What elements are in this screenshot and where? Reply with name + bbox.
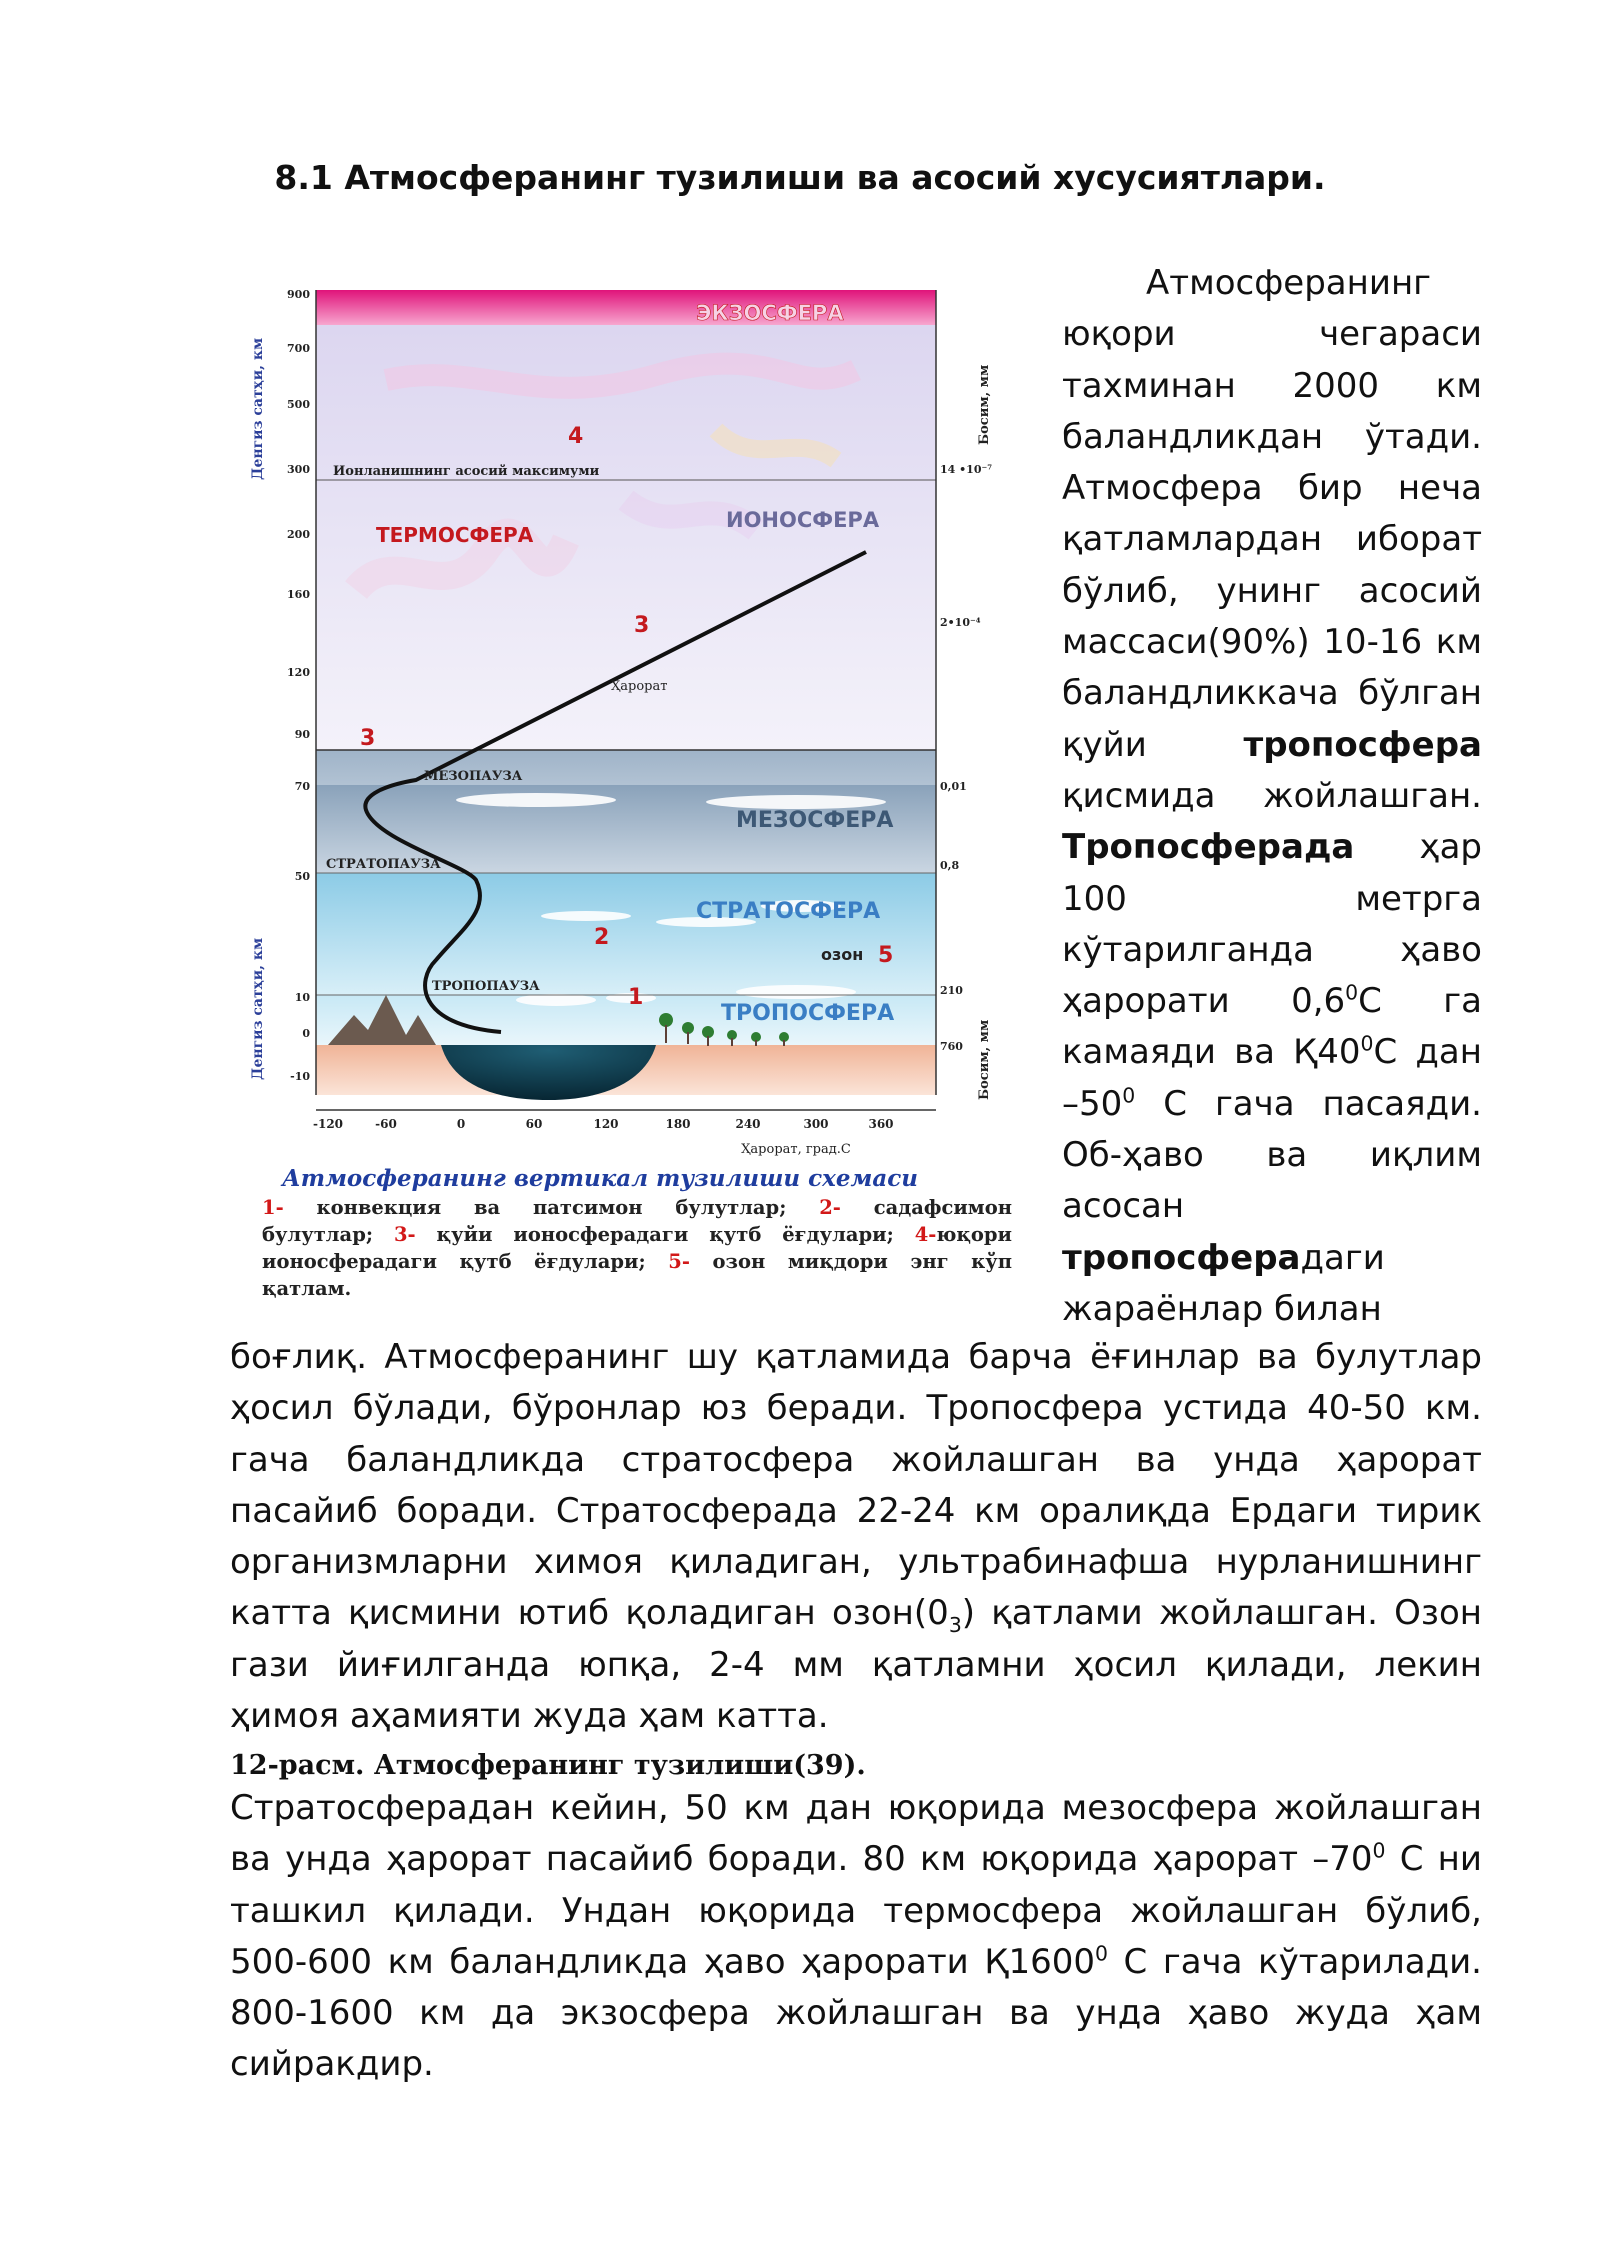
label-ozone: озон (821, 945, 864, 964)
body2-line: сийракдир. (230, 2044, 434, 2085)
xtick-3: 60 (525, 1117, 543, 1131)
rtick-1: 14 •10⁻⁷ (940, 463, 993, 476)
stratosphere-layer (316, 873, 936, 995)
body2-line: Стратосферадан кейин, 50 км дан юқорида мезосфера жойлашган (230, 1788, 1482, 1828)
label-mesosphere: МЕЗОСФЕРА (736, 808, 894, 833)
number-5: 5 (878, 943, 894, 968)
body2-line: ва унда ҳарорат пасайиб боради. 80 км юқорида ҳарорат $-70^0$ С ни (230, 1838, 1482, 1880)
tick-700: 700 (287, 342, 310, 355)
body2-line: ташкил қилади. Ундан юқорида термосфера жойлашган бўлиб, (230, 1890, 1482, 1931)
y-axis-label-top: Денгиз сатҳи, км (250, 337, 266, 480)
tick-160: 160 (287, 588, 310, 601)
right-col-line: қисмида жойлашган. (1062, 775, 1482, 816)
label-troposphere: ТРОПОСФЕРА (721, 1001, 895, 1026)
xtick-5: 180 (665, 1117, 691, 1131)
label-mesopause: МЕЗОПАУЗА (424, 769, 523, 784)
right-col-line: 100 метрга (1062, 878, 1482, 919)
legend-line: булутлар; 3- қуйи ионосферадаги қутб ёғдулари; 4-юқори (262, 1223, 1013, 1246)
label-stratopause: СТРАТОПАУЗА (326, 857, 441, 872)
number-3-upper: 3 (634, 613, 650, 638)
body2-line: 500-600 км баландликда ҳаво ҳарорати Қ1600$^0$ С гача кўтарилади. (230, 1941, 1482, 1982)
right-col-line: қуйи тропосфера (1062, 724, 1482, 765)
number-4: 4 (568, 424, 584, 449)
page-title: 8.1 Атмосферанинг тузилиши ва асосий хусусиятлари. (274, 158, 1326, 197)
label-ionosphere: ИОНОСФЕРА (726, 508, 880, 532)
right-col-line: тахминан 2000 км (1062, 365, 1482, 406)
xtick-4: 120 (593, 1117, 619, 1131)
right-axis-ticks (940, 463, 992, 1053)
right-col-line: жараёнлар билан (1062, 1288, 1382, 1329)
rtick-2: 2•10⁻⁴ (940, 616, 981, 629)
body1-line: гази йиғилганда юпқа, 2-4 мм қатламни ҳосил қилади, лекин (230, 1644, 1482, 1685)
body-paragraph-2 (230, 1783, 1482, 2091)
xtick-2: 0 (456, 1117, 466, 1131)
right-col-line: Тропосферада ҳар (1062, 827, 1482, 868)
legend-line: 1- конвекция ва патсимон булутлар; 2- садафсимон (262, 1196, 1012, 1219)
number-1: 1 (628, 985, 644, 1010)
xtick-6: 240 (735, 1117, 761, 1131)
tick-300: 300 (287, 463, 310, 476)
body1-line: организмларни химоя қиладиган, ультрабинафша нурланишнинг (230, 1542, 1482, 1583)
tick-minus10: -10 (290, 1070, 310, 1083)
figure-legend (262, 1165, 1012, 1302)
body1-line: ҳосил бўлади, бўронлар юз беради. Тропосфера устида 40-50 км. (230, 1388, 1482, 1429)
legend-line: қатлам. (262, 1277, 352, 1300)
right-col-line: Атмосфера бир неча (1062, 468, 1482, 509)
right-col-line: $-50^0$ С гача пасаяди. (1062, 1083, 1482, 1124)
right-col-line: Об-ҳаво ва иқлим (1062, 1135, 1482, 1176)
right-col-line: камаяди ва $Қ40^0С$ дан (1062, 1032, 1482, 1073)
tick-0: 0 (302, 1027, 310, 1040)
figure-caption: 12-расм. Атмосферанинг тузилиши(39). (230, 1750, 866, 1781)
number-3-lower: 3 (360, 726, 376, 751)
tick-120: 120 (287, 666, 310, 679)
xtick-8: 360 (868, 1117, 894, 1131)
right-col-line: асосан (1062, 1186, 1185, 1227)
tick-200: 200 (287, 528, 310, 541)
right-col-line: баландликдан ўтади. (1062, 416, 1482, 457)
rtick-4: 0,8 (940, 859, 960, 872)
xtick-7: 300 (803, 1117, 829, 1131)
rtick-6: 760 (940, 1040, 963, 1053)
label-ion-max: Ионланишнинг асосий максимуми (333, 464, 600, 479)
tick-50: 50 (294, 870, 310, 883)
label-tropopause: ТРОПОПАУЗА (432, 979, 540, 994)
right-col-line: кўтарилганда ҳаво (1062, 929, 1482, 970)
right-col-line: массаси(90%) 10-16 км (1062, 622, 1482, 663)
legend-title: Атмосферанинг вертикал тузилиши схемаси (282, 1165, 918, 1192)
xtick-0: -120 (312, 1117, 344, 1131)
tick-500: 500 (287, 398, 310, 411)
right-col-line: бўлиб, унинг асосий (1062, 570, 1482, 611)
body1-line: гача баландликда стратосфера жойлашган ва унда ҳарорат (230, 1439, 1482, 1480)
tick-900: 900 (287, 288, 310, 301)
left-axis-ticks (287, 288, 310, 1083)
rtick-5: 210 (940, 984, 963, 997)
legend-line: ионосферадаги қутб ёғдулари; 5- озон миқдори энг кўп (262, 1250, 1012, 1273)
label-exosphere: ЭКЗОСФЕРА (696, 301, 844, 325)
tick-70: 70 (294, 780, 310, 793)
rtick-3: 0,01 (940, 780, 967, 793)
tick-90: 90 (294, 728, 310, 741)
label-stratosphere: СТРАТОСФЕРА (696, 899, 881, 924)
label-temperature-curve: Ҳарорат (611, 679, 668, 694)
right-col-line: ҳарорати $0,6^0С$ га (1062, 980, 1482, 1022)
x-axis-label: Ҳарорат, град.С (741, 1142, 851, 1157)
right-column-text (1062, 258, 1482, 1335)
right-col-line: юқори чегараси (1062, 314, 1482, 355)
body-paragraph-1 (230, 1332, 1482, 1742)
right-col-line: тропосферадаги (1062, 1237, 1385, 1278)
right-axis-label-top: Босим, мм (977, 364, 992, 445)
right-col-line: қатламлардан иборат (1062, 519, 1482, 560)
y-axis-label-bottom: Денгиз сатҳи, км (250, 937, 266, 1080)
right-col-line: баландликкача бўлган (1062, 673, 1482, 714)
body1-line: боғлиқ. Атмосферанинг шу қатламида барча ёғинлар ва булутлар (230, 1337, 1482, 1377)
body2-line: 800-1600 км да экзосфера жойлашган ва унда ҳаво жуда ҳам (230, 1993, 1482, 2034)
body1-line: ҳимоя аҳамияти жуда ҳам катта. (230, 1696, 829, 1737)
right-axis-label-bottom: Босим, мм (977, 1019, 992, 1100)
body1-line: пасайиб боради. Стратосферада 22-24 км оралиқда Ердаги тирик (230, 1490, 1482, 1531)
body1-line: катта қисмини ютиб қоладиган $озон(0_3)$ қатлами жойлашган. Озон (230, 1593, 1482, 1638)
atmosphere-diagram-lower (236, 280, 1016, 1160)
x-axis-ticks (313, 1117, 894, 1157)
label-thermosphere: ТЕРМОСФЕРА (376, 523, 534, 547)
legend-lines (262, 1194, 1012, 1302)
right-col-line: Атмосферанинг (1146, 263, 1432, 303)
number-2: 2 (594, 925, 610, 950)
xtick-1: -60 (375, 1117, 397, 1131)
tick-10: 10 (294, 991, 310, 1004)
